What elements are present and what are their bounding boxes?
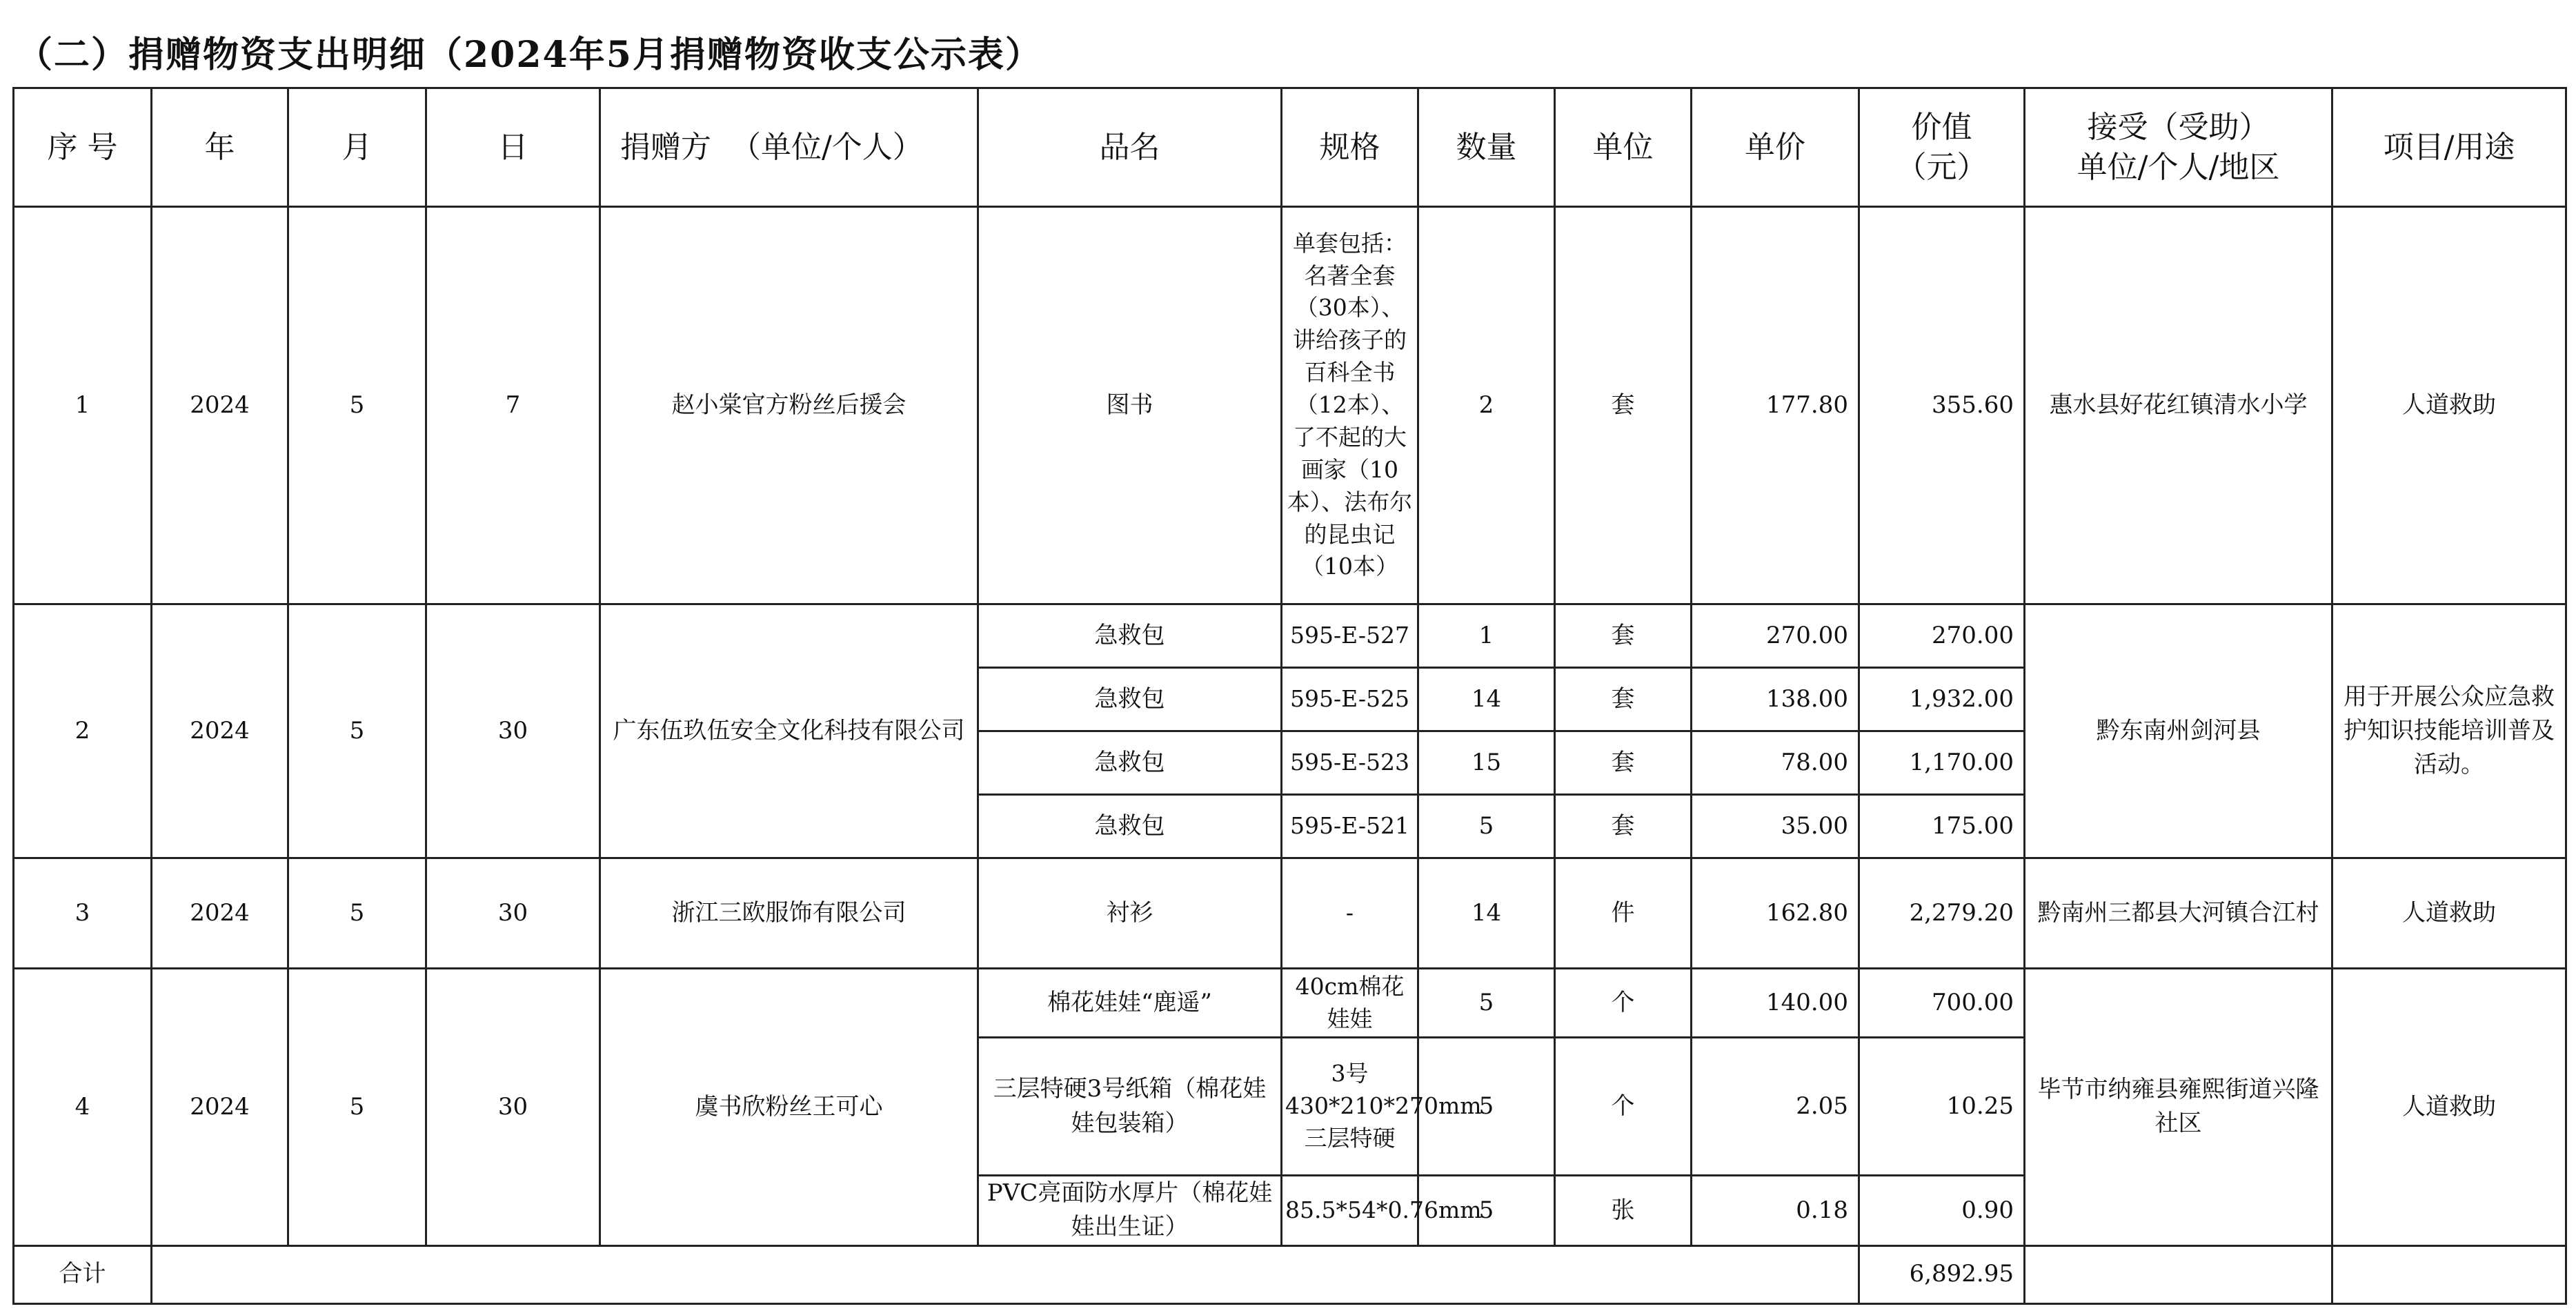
- cell-seq: 4: [14, 969, 152, 1246]
- cell-value: 2,279.20: [1859, 858, 2025, 969]
- cell-value: 1,932.00: [1859, 668, 2025, 731]
- cell-donor: 广东伍玖伍安全文化科技有限公司: [600, 604, 978, 858]
- cell-day: 7: [426, 207, 600, 604]
- cell-purpose: 用于开展公众应急救护知识技能培训普及活动。: [2332, 604, 2566, 858]
- header-qty: 数量: [1418, 88, 1555, 207]
- cell-item: 衬衫: [978, 858, 1282, 969]
- header-purpose: 项目/用途: [2332, 88, 2566, 207]
- header-month: 月: [288, 88, 426, 207]
- cell-item: 急救包: [978, 731, 1282, 795]
- cell-day: 30: [426, 858, 600, 969]
- table-row: [14, 207, 2566, 604]
- cell-qty: 1: [1418, 604, 1555, 668]
- cell-month: 5: [288, 858, 426, 969]
- cell-recipient: 黔东南州剑河县: [2025, 604, 2332, 858]
- cell-month: 5: [288, 604, 426, 858]
- cell-year: 2024: [152, 858, 288, 969]
- cell-value: 175.00: [1859, 795, 2025, 858]
- cell-year: 2024: [152, 207, 288, 604]
- cell-item: PVC亮面防水厚片（棉花娃娃出生证）: [978, 1176, 1282, 1246]
- donation-table: [12, 87, 2567, 1305]
- cell-qty: 5: [1418, 795, 1555, 858]
- header-donor: 捐赠方 （单位/个人）: [600, 88, 978, 207]
- cell-item: 图书: [978, 207, 1282, 604]
- cell-recipient: 惠水县好花红镇清水小学: [2025, 207, 2332, 604]
- header-year: 年: [152, 88, 288, 207]
- cell-spec: 595-E-523: [1282, 731, 1418, 795]
- cell-unit: 套: [1555, 731, 1692, 795]
- header-recipient: 接受（受助） 单位/个人/地区: [2025, 88, 2332, 207]
- cell-price: 162.80: [1692, 858, 1859, 969]
- total-blank: [152, 1245, 1859, 1303]
- table-row: [14, 604, 2566, 668]
- cell-unit: 件: [1555, 858, 1692, 969]
- cell-day: 30: [426, 969, 600, 1246]
- cell-price: 78.00: [1692, 731, 1859, 795]
- cell-month: 5: [288, 969, 426, 1246]
- cell-spec: 单套包括：名著全套（30本）、讲给孩子的百科全书（12本）、了不起的大画家（10本）、法布尔的昆虫记（10本）: [1282, 207, 1418, 604]
- cell-qty: 14: [1418, 668, 1555, 731]
- cell-unit: 套: [1555, 795, 1692, 858]
- cell-spec: 85.5*54*0.76mm: [1282, 1176, 1418, 1246]
- header-day: 日: [426, 88, 600, 207]
- cell-day: 30: [426, 604, 600, 858]
- header-item: 品名: [978, 88, 1282, 207]
- cell-donor: 浙江三欧服饰有限公司: [600, 858, 978, 969]
- cell-unit: 个: [1555, 1038, 1692, 1176]
- cell-spec: -: [1282, 858, 1418, 969]
- cell-qty: 15: [1418, 731, 1555, 795]
- header-price: 单价: [1692, 88, 1859, 207]
- cell-month: 5: [288, 207, 426, 604]
- cell-spec: 595-E-525: [1282, 668, 1418, 731]
- cell-spec: 595-E-521: [1282, 795, 1418, 858]
- header-row: [14, 88, 2566, 207]
- cell-spec: 3号430*210*270mm三层特硬: [1282, 1038, 1418, 1176]
- cell-qty: 5: [1418, 969, 1555, 1038]
- cell-price: 138.00: [1692, 668, 1859, 731]
- total-blank-purpose: [2332, 1245, 2566, 1303]
- header-unit: 单位: [1555, 88, 1692, 207]
- cell-donor: 赵小棠官方粉丝后援会: [600, 207, 978, 604]
- cell-price: 177.80: [1692, 207, 1859, 604]
- cell-unit: 套: [1555, 668, 1692, 731]
- cell-unit: 套: [1555, 604, 1692, 668]
- total-row: [14, 1245, 2566, 1303]
- cell-item: 棉花娃娃“鹿遥”: [978, 969, 1282, 1038]
- total-label: 合计: [14, 1245, 152, 1303]
- table-row: [14, 858, 2566, 969]
- page-title: （二）捐赠物资支出明细（2024年5月捐赠物资收支公示表）: [17, 34, 1042, 76]
- cell-price: 270.00: [1692, 604, 1859, 668]
- cell-value: 0.90: [1859, 1176, 2025, 1246]
- total-value: 6,892.95: [1859, 1245, 2025, 1303]
- cell-price: 140.00: [1692, 969, 1859, 1038]
- cell-donor: 虞书欣粉丝王可心: [600, 969, 978, 1246]
- cell-purpose: 人道救助: [2332, 858, 2566, 969]
- cell-qty: 5: [1418, 1176, 1555, 1246]
- cell-year: 2024: [152, 969, 288, 1246]
- cell-price: 2.05: [1692, 1038, 1859, 1176]
- cell-qty: 2: [1418, 207, 1555, 604]
- cell-item: 急救包: [978, 668, 1282, 731]
- header-spec: 规格: [1282, 88, 1418, 207]
- cell-qty: 14: [1418, 858, 1555, 969]
- cell-item: 急救包: [978, 604, 1282, 668]
- cell-spec: 595-E-527: [1282, 604, 1418, 668]
- cell-value: 10.25: [1859, 1038, 2025, 1176]
- cell-seq: 1: [14, 207, 152, 604]
- cell-purpose: 人道救助: [2332, 969, 2566, 1246]
- cell-unit: 个: [1555, 969, 1692, 1038]
- header-seq: 序 号: [14, 88, 152, 207]
- cell-seq: 2: [14, 604, 152, 858]
- cell-unit: 张: [1555, 1176, 1692, 1246]
- cell-item: 急救包: [978, 795, 1282, 858]
- cell-value: 270.00: [1859, 604, 2025, 668]
- cell-spec: 40cm棉花娃娃: [1282, 969, 1418, 1038]
- cell-value: 1,170.00: [1859, 731, 2025, 795]
- header-value: 价值 （元）: [1859, 88, 2025, 207]
- cell-recipient: 毕节市纳雍县雍熙街道兴隆社区: [2025, 969, 2332, 1246]
- total-blank-recipient: [2025, 1245, 2332, 1303]
- cell-price: 0.18: [1692, 1176, 1859, 1246]
- table-row: [14, 969, 2566, 1038]
- cell-value: 700.00: [1859, 969, 2025, 1038]
- cell-unit: 套: [1555, 207, 1692, 604]
- cell-value: 355.60: [1859, 207, 2025, 604]
- cell-seq: 3: [14, 858, 152, 969]
- cell-purpose: 人道救助: [2332, 207, 2566, 604]
- cell-item: 三层特硬3号纸箱（棉花娃娃包装箱）: [978, 1038, 1282, 1176]
- cell-price: 35.00: [1692, 795, 1859, 858]
- cell-qty: 5: [1418, 1038, 1555, 1176]
- cell-year: 2024: [152, 604, 288, 858]
- cell-recipient: 黔南州三都县大河镇合江村: [2025, 858, 2332, 969]
